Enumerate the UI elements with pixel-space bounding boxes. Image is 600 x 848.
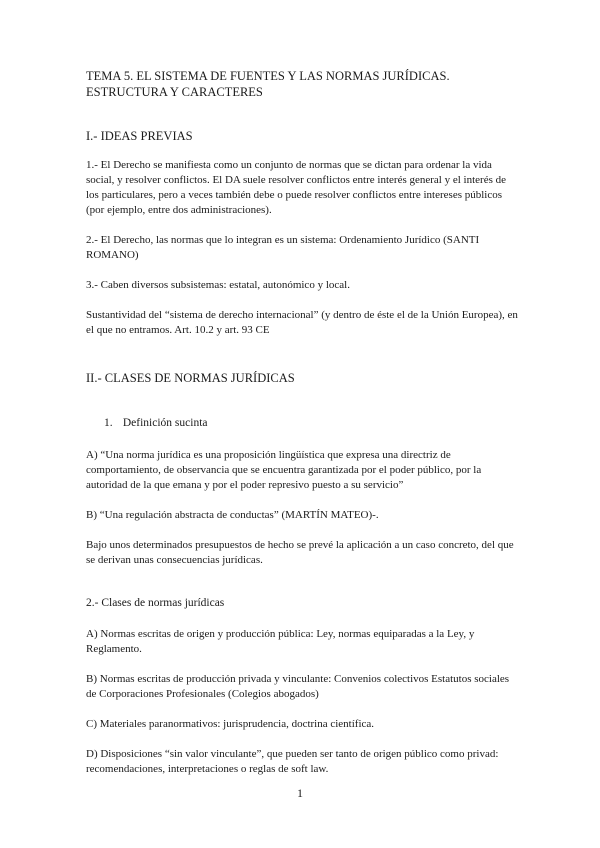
numbered-item-number: 1.: [104, 417, 113, 429]
class-c: C) Materiales paranormativos: jurisprudencia, doctrina científica.: [86, 718, 375, 730]
class-a: A) Normas escritas de origen y producción pública: Ley, normas equiparadas a la Ley, y Reglamento.: [86, 628, 475, 655]
class-d: D) Disposiciones “sin valor vinculante”, que pueden ser tanto de origen público como privad: recomendaciones, interpretaciones o reglas de soft law.: [86, 748, 499, 775]
section-heading-ideas-previas: I.- IDEAS PREVIAS: [86, 129, 193, 143]
page-number: 1: [297, 786, 303, 800]
definition-b: B) “Una regulación abstracta de conductas” (MARTÍN MATEO)-.: [86, 509, 379, 521]
paragraph-1: 1.- El Derecho se manifiesta como un conjunto de normas que se dictan para ordenar la vida social, y resolver conflictos. El DA suele resolver conflictos entre interés general y el interés de los particulares, pero a veces también debe o puede resolver conflictos entre intereses públicos (por ejemplo, entre dos administraciones).: [86, 159, 506, 216]
definition-note: Bajo unos determinados presupuestos de hecho se prevé la aplicación a un caso concreto, del que se derivan unas consecuencias jurídicas.: [86, 539, 514, 566]
paragraph-3: 3.- Caben diversos subsistemas: estatal, autonómico y local.: [86, 279, 350, 291]
section-heading-clases-normas: II.- CLASES DE NORMAS JURÍDICAS: [86, 371, 295, 385]
title-line-1: TEMA 5. EL SISTEMA DE FUENTES Y LAS NORMAS JURÍDICAS.: [86, 69, 450, 83]
class-b: B) Normas escritas de producción privada y vinculante: Convenios colectivos Estatutos sociales de Corporaciones Profesionales (Colegios abogados): [86, 673, 510, 700]
numbered-item-label: Definición sucinta: [122, 417, 208, 429]
numbered-item-definicion: [104, 416, 518, 431]
document-body: [86, 68, 518, 792]
title-line-2: ESTRUCTURA Y CARACTERES: [86, 85, 263, 99]
document-title: [86, 68, 518, 100]
paragraph-2: 2.- El Derecho, las normas que lo integran es un sistema: Ordenamiento Jurídico (SANTI ROMANO): [86, 234, 480, 261]
definition-a: A) “Una norma jurídica es una proposición lingüística que expresa una directriz de comportamiento, de observancia que se encuentra garantizada por el poder público, por la autoridad de la que emana y por el poder represivo puesto a su servicio”: [86, 449, 482, 491]
paragraph-4: Sustantividad del “sistema de derecho internacional” (y dentro de éste el de la Unión Europea), en el que no entramos. Art. 10.2 y art. 93 CE: [86, 309, 518, 336]
subheading-clases: 2.- Clases de normas jurídicas: [86, 597, 225, 609]
